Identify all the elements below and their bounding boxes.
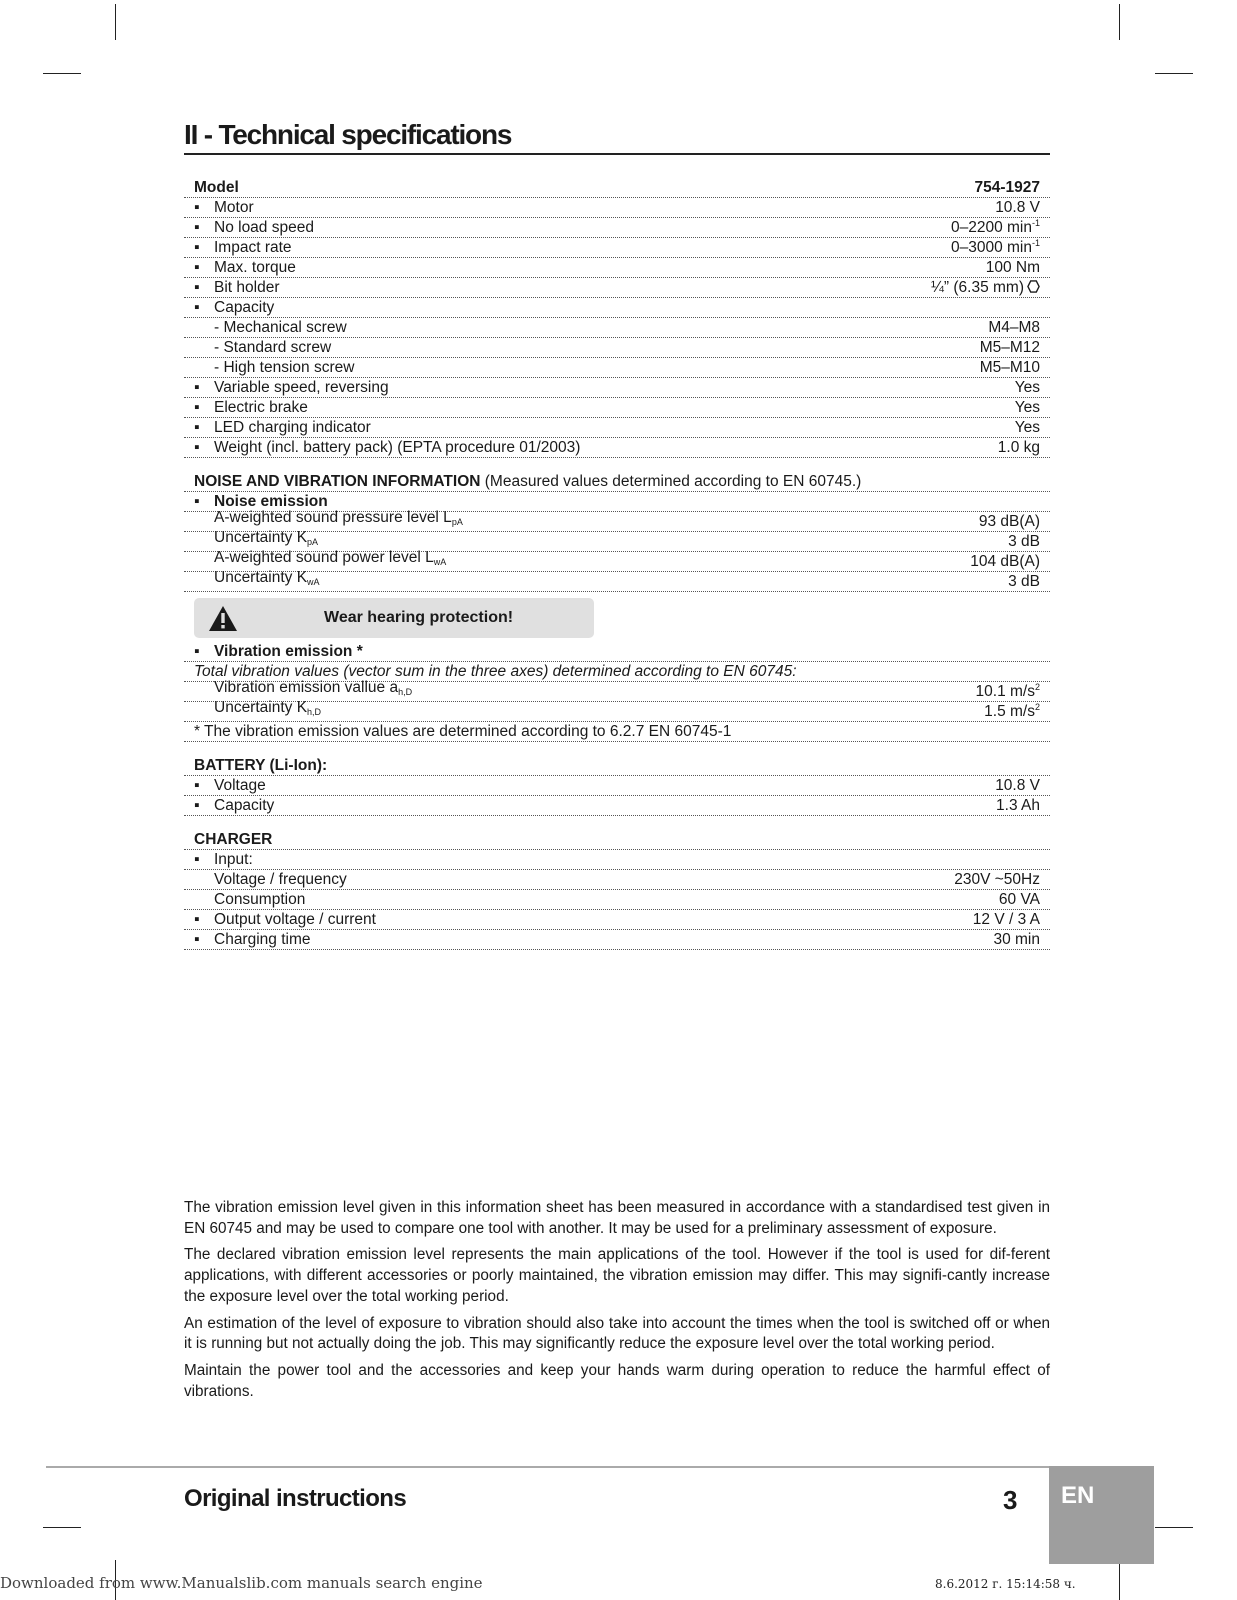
spec-label [194,931,993,949]
capacity-rows [184,318,1050,378]
model-label: Model [194,179,239,196]
spec-value [984,698,1040,721]
spec-label [194,699,984,721]
bullet: ▪ [194,299,200,316]
spec-label-text: Consumption [214,891,306,908]
bullet: ▪ [194,399,200,416]
crop-mark [1119,4,1120,40]
crop-mark [43,1527,81,1528]
spec-value [1015,399,1040,417]
spec-label-text: Voltage / frequency [214,871,347,888]
spec-value-text: 1.5 m/s [984,703,1035,720]
spec-label [194,891,999,909]
spec-value [980,359,1040,377]
spec-label [194,199,995,217]
spec-value-text: 100 Nm [985,259,1040,276]
battery-heading-row [184,756,1050,776]
bullet: ▪ [194,239,200,256]
spec-label [194,399,1015,417]
vibration-rows [184,679,1050,722]
noise-heading: NOISE AND VIBRATION INFORMATION [194,473,481,490]
crop-mark [43,73,81,74]
spec-value [986,259,1040,277]
spec-label [194,359,980,377]
footer-rule [46,1466,1049,1468]
spec-row [184,796,1050,816]
spec-label-text: Electric brake [214,399,308,416]
spec-label-text: Charging time [214,931,311,948]
spec-label-text: Bit holder [214,279,280,296]
spec-value-text: 0–2200 min [950,219,1032,236]
noise-rows [184,509,1050,592]
spec-superscript: 2 [1034,682,1040,692]
spec-superscript: 2 [1034,702,1040,712]
spec-label [194,529,1008,551]
bullet: ▪ [194,931,200,948]
spec-subscript: wA [433,557,447,567]
bullet: ▪ [194,439,200,456]
spec-label-text: No load speed [214,219,314,236]
spec-label [194,679,976,701]
spec-value [993,931,1040,949]
spec-label-text: LED charging indicator [214,419,371,436]
spec-value [1008,573,1040,591]
spec-label [194,569,1008,591]
print-timestamp: 8.6.2012 г. 15:14:58 ч. [935,1577,1076,1591]
spec-label-text: Weight (incl. battery pack) (EPTA procedure 01/2003) [214,439,581,456]
hearing-warning-text: Wear hearing protection! [324,609,514,626]
spec-value-text: Yes [1014,399,1040,416]
spec-label-text: A-weighted sound pressure level L [214,509,452,526]
charger-input-rows [184,870,1050,910]
spec-row [184,776,1050,796]
spec-label-text: Impact rate [214,239,292,256]
spec-row [184,238,1050,258]
crop-mark [1119,1560,1120,1600]
spec-row [184,910,1050,930]
charger-rows [184,910,1050,950]
spec-row [184,569,1050,592]
spec-row [184,930,1050,950]
spec-value-text: 3 dB [1008,573,1040,590]
spec-label-text: Output voltage / current [214,911,376,928]
spec-value [973,911,1040,929]
hearing-warning-box [194,598,594,638]
paragraph: The declared vibration emission level represents the main applications of the tool. However if the tool is used for dif-ferent applications, with different accessories or poorly maintained, the vibration emission may differ. This may signifi-cantly increase the exposure level over the total working period. [184,1246,1050,1305]
spec-row [184,699,1050,722]
spec-value-text: M4–M8 [988,319,1040,336]
spec-label-text: Capacity [214,797,275,814]
spec-subscript: pA [307,537,319,547]
spec-row [184,358,1050,378]
spec-label-text: Vibration emission vallue a [214,679,399,696]
warning-triangle-icon [208,605,238,632]
spec-subscript: h,D [398,687,413,697]
spec-label-text: Uncertainty K [214,699,308,716]
charger-heading: CHARGER [194,831,273,848]
spec-row [184,398,1050,418]
crop-mark [1155,1527,1193,1528]
vibration-paragraphs [184,1198,1050,1408]
spec-value-text: 30 min [993,931,1040,948]
crop-mark [115,4,116,40]
paragraph: Maintain the power tool and the accessories and keep your hands warm during operation to reduce the harmful effect of vibrations. [184,1361,1050,1400]
spec-value-text: 10.1 m/s [975,683,1035,700]
spec-label [194,279,931,297]
spec-label-text: A-weighted sound power level L [214,549,434,566]
spec-value-text: M5–M10 [979,359,1040,376]
spec-label [194,509,979,531]
spec-row [184,890,1050,910]
paragraph: An estimation of the level of exposure to vibration should also take into account the times when the tool is switched off or when it is running but not actually doing the job. This may significantly reduce the exposure level over the total working period. [184,1314,1050,1353]
bullet: ▪ [194,777,200,794]
charger-heading-row [184,830,1050,850]
spec-label [194,911,973,929]
spec-label-text: Variable speed, reversing [214,379,389,396]
spec-label [194,797,996,815]
spec-value [996,797,1040,815]
spec-label [194,549,970,571]
spec-label-text: - Standard screw [214,339,332,356]
spec-label [194,319,988,337]
spec-row [184,870,1050,890]
hex-shank-icon [1027,280,1040,293]
spec-label-text: Uncertainty K [214,569,308,586]
spec-rows-more [184,378,1050,458]
spec-label [194,379,1015,397]
spec-subscript: pA [451,517,463,527]
spec-label-text: - Mechanical screw [214,319,347,336]
spec-rows [184,198,1050,318]
spec-row [184,298,1050,318]
spec-value-text: 60 VA [998,891,1040,908]
spec-row [184,198,1050,218]
spec-value-text: 0–3000 min [950,239,1032,256]
model-value: 754-1927 [974,179,1040,196]
spec-label [194,219,951,237]
spec-superscript: -1 [1031,218,1040,228]
spec-value [999,891,1040,909]
spec-row [184,278,1050,298]
spec-value [988,319,1040,337]
noise-heading-row [184,472,1050,492]
crop-mark [1155,73,1193,74]
spec-value [1008,533,1040,551]
bullet: ▪ [194,797,200,814]
spec-value [980,339,1040,357]
spec-value [1015,419,1040,437]
spec-label [194,777,995,795]
spec-row [184,318,1050,338]
spec-label [194,419,1015,437]
spec-label [194,871,954,889]
page-title: II - Technical specifications [184,119,1050,155]
bullet: ▪ [194,259,200,276]
bullet: ▪ [194,419,200,436]
spec-value-text: ¼” (6.35 mm) [930,279,1024,296]
spec-table [184,178,1050,950]
spec-label-text: Voltage [214,777,266,794]
language-tab [1049,1466,1154,1564]
spec-label [194,439,998,457]
spec-subscript: h,D [307,707,322,717]
footnote-row [184,722,1050,742]
battery-heading: BATTERY (Li-Ion): [194,757,328,774]
bullet: ▪ [194,911,200,928]
spec-row [184,338,1050,358]
page-number: 3 [1003,1485,1018,1515]
spec-subscript: wA [307,577,320,587]
bullet: ▪ [194,279,200,296]
spec-row [184,258,1050,278]
spec-value-text: 104 dB(A) [970,553,1040,570]
vibration-footnote: * The vibration emission values are determined according to 6.2.7 EN 60745-1 [194,723,732,740]
spec-value [995,777,1040,795]
spec-label [194,259,986,277]
vibration-emission-label: Vibration emission * [214,643,363,660]
spec-value [951,234,1040,257]
spec-label [194,339,980,357]
spec-value [998,439,1040,457]
model-row [184,178,1050,198]
footer-title: Original instructions [184,1485,407,1512]
spec-label-text: Uncertainty K [214,529,308,546]
spec-value-text: 12 V / 3 A [972,911,1040,928]
spec-value-text: M5–M12 [979,339,1040,356]
spec-label-text: Max. torque [214,259,296,276]
spec-value-text: 230V ~50Hz [954,871,1040,888]
spec-value-text: 10.8 V [995,777,1040,794]
noise-emission-label: Noise emission [214,493,328,510]
spec-value-text: 3 dB [1008,533,1040,550]
noise-emission-row: ▪ Noise emission [184,492,1050,512]
spec-value-text: Yes [1014,379,1040,396]
spec-row [184,438,1050,458]
spec-value-text: 1.0 kg [997,439,1040,456]
bullet: ▪ [194,219,200,236]
spec-label-text: Motor [214,199,254,216]
charger-input-label: Input: [214,851,253,868]
spec-superscript: -1 [1031,238,1040,248]
spec-label-text: Capacity [214,299,275,316]
spec-value [1015,379,1040,397]
spec-row [184,378,1050,398]
vibration-note: Total vibration values (vector sum in the three axes) determined according to EN 60745: [194,663,797,680]
spec-label [194,239,951,257]
charger-input-row: ▪ Input: [184,850,1050,870]
battery-rows [184,776,1050,816]
download-watermark: Downloaded from www.Manualslib.com manuals search engine [0,1574,483,1592]
spec-value-text: 93 dB(A) [978,513,1040,530]
spec-value-text: 1.3 Ah [996,797,1040,814]
spec-value [954,871,1040,889]
spec-value-text: Yes [1014,419,1040,436]
bullet: ▪ [194,199,200,216]
spec-label-text: - High tension screw [214,359,355,376]
paragraph: The vibration emission level given in this information sheet has been measured in accordance with a standardised test given in EN 60745 and may be used to compare one tool with another. It may be used for a preliminary assessment of exposure. [184,1199,1050,1237]
spec-row [184,418,1050,438]
noise-heading-note: (Measured values determined according to EN 60745.) [480,473,862,490]
spec-value [931,279,1040,297]
language-label: EN [1061,1482,1095,1509]
vibration-emission-row: ▪ Vibration emission * [184,642,1050,662]
spec-row [184,218,1050,238]
spec-label [194,299,1040,317]
spec-value-text: 10.8 V [995,199,1040,216]
bullet: ▪ [194,379,200,396]
